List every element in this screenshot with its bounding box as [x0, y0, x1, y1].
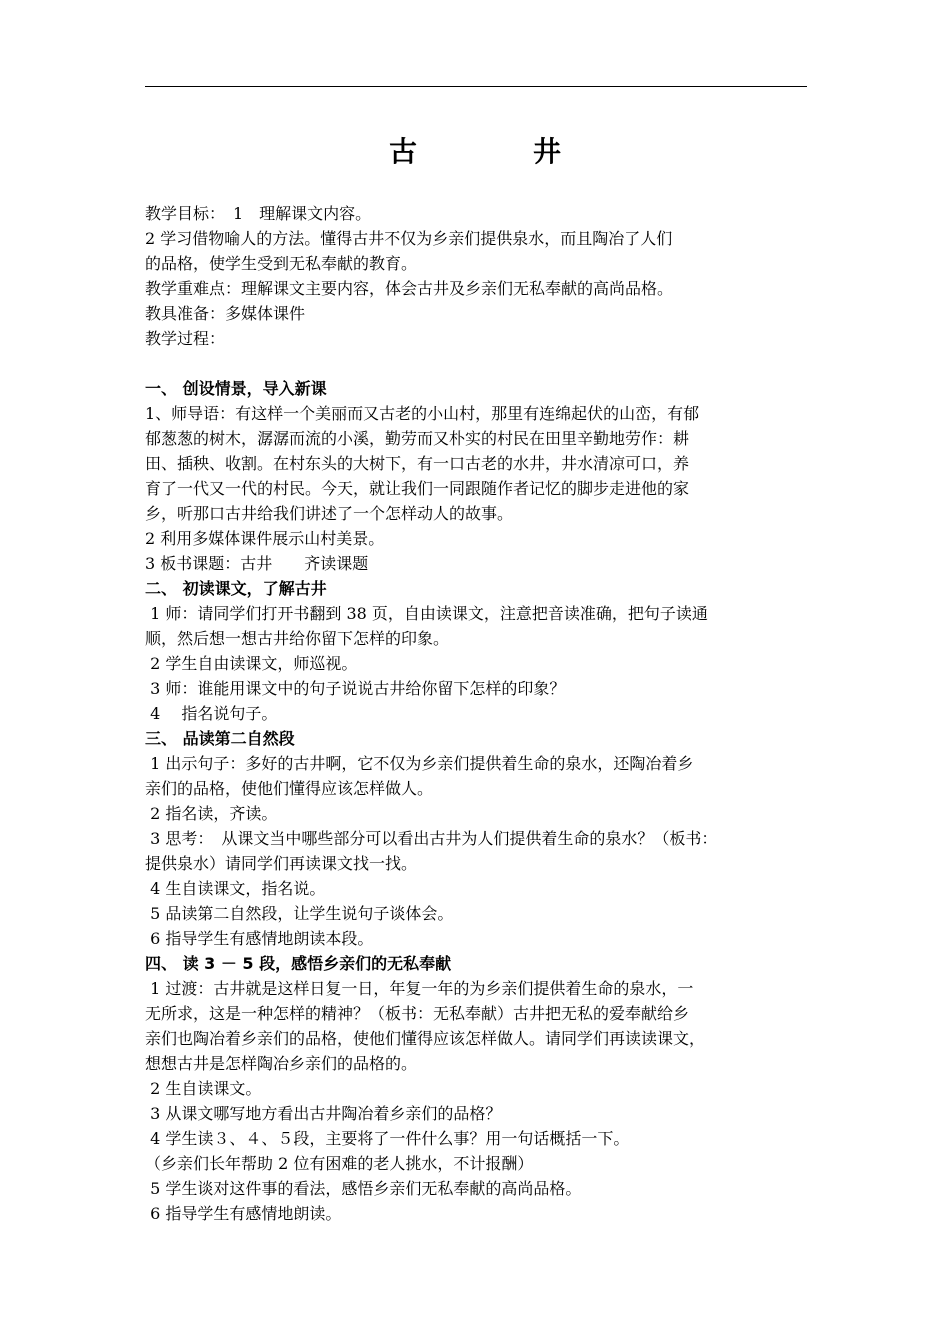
text-line: 2 生自读课文。: [145, 1079, 262, 1098]
text-line: 亲们的品格，使他们懂得应该怎样做人。: [145, 779, 434, 798]
text-line: 无所求，这是一种怎样的精神？（板书：无私奉献）古井把无私的爱奉献给乡: [145, 1004, 690, 1023]
section-heading: 二、 初读课文，了解古井: [145, 579, 327, 598]
text-line: 3 板书课题：古井 齐读课题: [145, 554, 369, 573]
text-line: 3 思考： 从课文当中哪些部分可以看出古井为人们提供着生命的泉水？（板书：: [145, 829, 718, 848]
text-line: 6 指导学生有感情地朗读本段。: [145, 929, 374, 948]
blank-line: [145, 351, 813, 376]
text-line: 的品格，使学生受到无私奉献的教育。: [145, 254, 418, 273]
text-line: 3 从课文哪写地方看出古井陶冶着乡亲们的品格？: [145, 1104, 502, 1123]
section-heading: 一、 创设情景，导入新课: [145, 379, 327, 398]
text-line: 乡，听那口古井给我们讲述了一个怎样动人的故事。: [145, 504, 514, 523]
text-line: 4 生自读课文，指名说。: [145, 879, 326, 898]
text-line: 田、插秧、收割。在村东头的大树下，有一口古老的水井，井水清凉可口，养: [145, 454, 690, 473]
text-line: 想想古井是怎样陶冶乡亲们的品格的。: [145, 1054, 418, 1073]
text-line: 1 出示句子：多好的古井啊，它不仅为乡亲们提供着生命的泉水，还陶冶着乡: [145, 754, 694, 773]
section-heading: 四、 读 3 － 5 段，感悟乡亲们的无私奉献: [145, 954, 452, 973]
text-line: 2 学习借物喻人的方法。懂得古井不仅为乡亲们提供泉水，而且陶冶了人们: [145, 229, 673, 248]
text-line: 顺，然后想一想古井给你留下怎样的印象。: [145, 629, 450, 648]
header-rule: [145, 86, 807, 87]
text-line: （乡亲们长年帮助 2 位有困难的老人挑水，不计报酬）: [145, 1154, 534, 1173]
text-line: 5 学生谈对这件事的看法，感悟乡亲们无私奉献的高尚品格。: [145, 1179, 582, 1198]
text-line: 6 指导学生有感情地朗读。: [145, 1204, 342, 1223]
text-line: 郁葱葱的树木，潺潺而流的小溪，勤劳而又朴实的村民在田里辛勤地劳作：耕: [145, 429, 690, 448]
text-line: 育了一代又一代的村民。今天，就让我们一同跟随作者记忆的脚步走进他的家: [145, 479, 690, 498]
text-line: 亲们也陶冶着乡亲们的品格，使他们懂得应该怎样做人。请同学们再读读课文，: [145, 1029, 706, 1048]
text-line: 4 指名说句子。: [145, 704, 278, 723]
document-body: [145, 201, 813, 1226]
text-line: 教学目标： 1 理解课文内容。: [145, 204, 372, 223]
text-line: 4 学生读３、４、５段，主要将了一件什么事？用一句话概括一下。: [145, 1129, 630, 1148]
text-line: 1 师：请同学们打开书翻到 38 页，自由读课文，注意把音读准确，把句子读通: [145, 604, 708, 623]
text-line: 教学过程：: [145, 329, 226, 348]
text-line: 2 利用多媒体课件展示山村美景。: [145, 529, 385, 548]
text-line: 5 品读第二自然段，让学生说句子谈体会。: [145, 904, 454, 923]
text-line: 2 指名读，齐读。: [145, 804, 278, 823]
text-line: 2 学生自由读课文，师巡视。: [145, 654, 358, 673]
text-line: 1 过渡：古井就是这样日复一日，年复一年的为乡亲们提供着生命的泉水，一: [145, 979, 694, 998]
text-line: 教学重难点：理解课文主要内容，体会古井及乡亲们无私奉献的高尚品格。: [145, 279, 674, 298]
section-heading: 三、 品读第二自然段: [145, 729, 295, 748]
text-line: 提供泉水）请同学们再读课文找一找。: [145, 854, 418, 873]
text-line: 1、师导语：有这样一个美丽而又古老的小山村，那里有连绵起伏的山峦，有郁: [145, 404, 700, 423]
text-line: 3 师：谁能用课文中的句子说说古井给你留下怎样的印象？: [145, 679, 566, 698]
document-title: 古 井: [388, 135, 605, 168]
text-line: 教具准备：多媒体课件: [145, 304, 306, 323]
